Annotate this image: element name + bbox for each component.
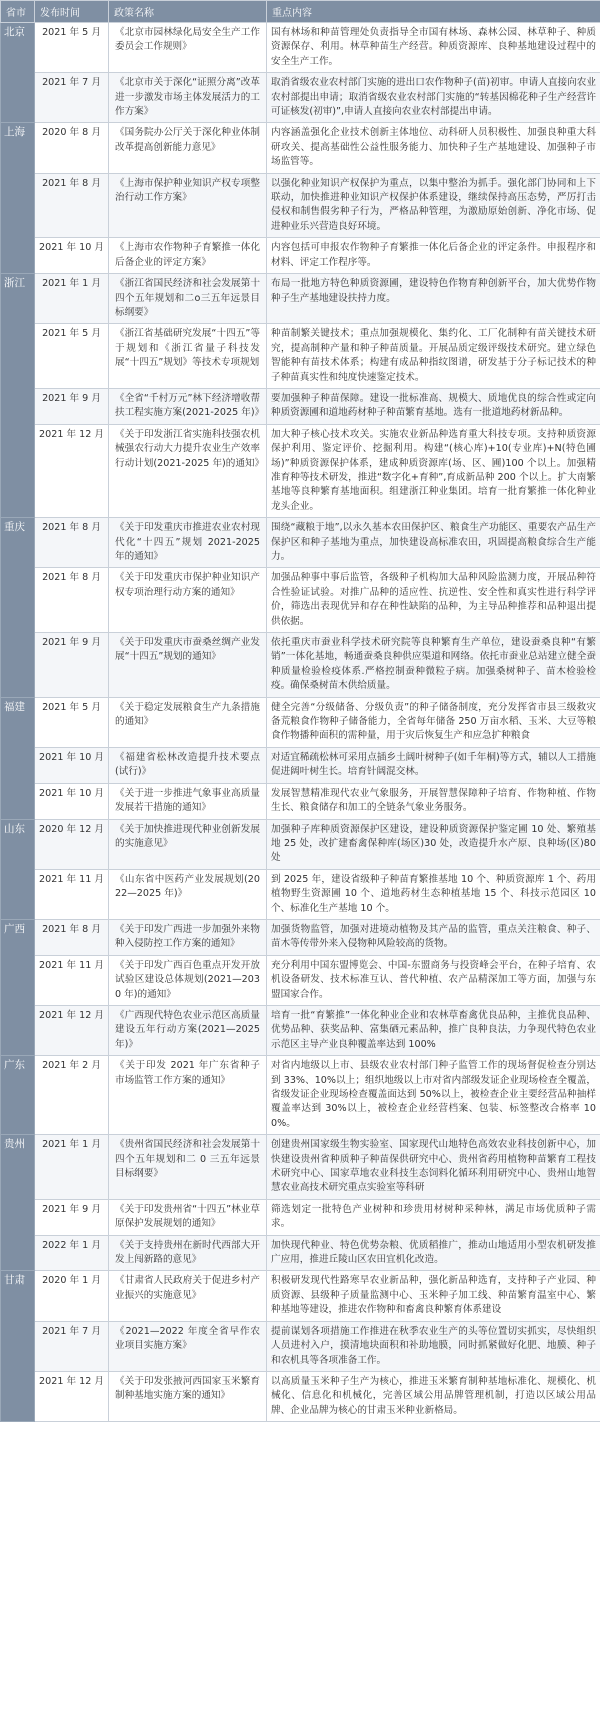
policy-name-cell: 《关于印发重庆市保护种业知识产权专项治理行动方案的通知》 [109, 568, 267, 633]
content-cell: 以高质量玉米种子生产为核心，推进玉米繁育制种基地标准化、规模化、机械化、信息化和机械化，完善区域公用品牌管理机制，打造以区域公用品牌、企业品牌为核心的甘肃玉米种业新格局。 [267, 1371, 600, 1421]
policy-name-cell: 《福建省松林改造提升技术要点(试行)》 [109, 747, 267, 783]
content-cell: 对适宜稀疏松林可采用点插乡土阔叶树种子(如千年桐)等方式，辅以人工措施促进阔叶树生长。培育针阔混交林。 [267, 747, 600, 783]
content-cell: 创建贵州国家级生物实验室、国家现代山地特色高效农业科技创新中心，加快建设贵州省种质种子种苗保供研究中心、贵州省药用植物种苗繁育工程技术研究中心、国家草地农业科技生态饲料化循环利用研究中心、贵州山地智慧农业高技术研究重点实验室等科研 [267, 1135, 600, 1200]
policy-name-cell: 《北京市园林绿化局安全生产工作委员会工作规则》 [109, 23, 267, 73]
province-cell: 重庆 [1, 518, 35, 697]
content-cell: 培育一批“育繁推”一体化种业企业和农林草畜禽优良品种，主推优良品种、优势品种、获奖品种、富集硒元素品种，推广良种良法，力争现代特色农业示范区主导产业良种覆盖率达到 100% [267, 1005, 600, 1055]
date-cell: 2021 年 8 月 [35, 518, 109, 568]
date-cell: 2021 年 5 月 [35, 324, 109, 389]
policy-name-cell: 《关于支持贵州在新时代西部大开发上闯新路的意见》 [109, 1235, 267, 1271]
content-cell: 布局一批地方特色种质资源圃，建设特色作物育种创新平台，加大优势作物种子生产基地建设扶持力度。 [267, 274, 600, 324]
date-cell: 2021 年 2 月 [35, 1056, 109, 1135]
content-cell: 种苗制繁关键技术；重点加强规模化、集约化、工厂化制种有苗关键技术研究，提高制种产量和种子种苗质量。开展品质定级评级技术研究。建立绿色智能种有苗技术体系；构建有成品种指纹图谱，研发基于分子标记技术的种子种苗真实性和纯度快速鉴定技术。 [267, 324, 600, 389]
date-cell: 2021 年 5 月 [35, 23, 109, 73]
table-row [1, 274, 600, 324]
province-cell: 甘肃 [1, 1271, 35, 1422]
table-row [1, 324, 600, 389]
date-cell: 2020 年 8 月 [35, 123, 109, 173]
province-cell: 北京 [1, 23, 35, 123]
content-cell: 加强种子库种质资源保护区建设，建设种质资源保护鉴定圃 10 处、繁殖基地 25 处，改扩建畜禽保种库(场区)30 处，改造提升水产原、良种场(区)80 处 [267, 819, 600, 869]
table-row [1, 783, 600, 819]
policy-name-cell: 《关于印发广西百色重点开发开放试验区建设总体规划(2021—2030 年)的通知》 [109, 955, 267, 1005]
policy-name-cell: 《上海市农作物种子育繁推一体化后备企业的评定方案》 [109, 238, 267, 274]
content-cell: 到 2025 年，建设省级种子种苗育繁推基地 10 个、种质资源库 1 个、药用植物野生资源圃 10 个、道地药材生态种植基地 15 个、科技示范园区 10 个、标准化生产基地 10 个。 [267, 869, 600, 919]
policy-name-cell: 《关于印发张掖河西国家玉米繁育制种基地实施方案的通知》 [109, 1371, 267, 1421]
policy-name-cell: 《贵州省国民经济和社会发展第十四个五年规划和二 0 三五年远景目标纲要》 [109, 1135, 267, 1200]
table-row [1, 388, 600, 424]
table-row [1, 173, 600, 238]
table-row [1, 697, 600, 747]
policy-name-cell: 《广西现代特色农业示范区高质量建设五年行动方案(2021—2025 年)》 [109, 1005, 267, 1055]
table-row [1, 73, 600, 123]
province-cell: 浙江 [1, 274, 35, 518]
date-cell: 2021 年 11 月 [35, 869, 109, 919]
table-row [1, 1199, 600, 1235]
policy-name-cell: 《关于印发浙江省实施科技强农机械强农行动大力提升农业生产效率行动计划(2021-2025 年)的通知》 [109, 424, 267, 517]
province-cell: 广东 [1, 1056, 35, 1135]
policy-name-cell: 《山东省中医药产业发展规划(2022—2025 年)》 [109, 869, 267, 919]
province-cell: 贵州 [1, 1135, 35, 1271]
table-row [1, 1371, 600, 1421]
policy-name-cell: 《关于印发重庆市蚕桑丝绸产业发展“十四五”规划的通知》 [109, 633, 267, 698]
content-cell: 发展智慧精准现代农业气象服务，开展智慧保障种子培育、作物种植、作物生长、粮食储存和加工的全链条气象业务服务。 [267, 783, 600, 819]
table-row [1, 123, 600, 173]
content-cell: 要加强种子种苗保障。建设一批标准高、规模大、质地优良的综合性或定向种质资源圃和道地药材种子种苗繁育基地。选有一批道地药材新品种。 [267, 388, 600, 424]
policy-name-cell: 《浙江省国民经济和社会发展第十四个五年规划和二o三五年远景目标纲要》 [109, 274, 267, 324]
table-row [1, 819, 600, 869]
date-cell: 2021 年 8 月 [35, 919, 109, 955]
content-cell: 依托重庆市蚕业科学技术研究院等良种繁育生产单位，建设蚕桑良种“有繁销”一体化基地，畅通蚕桑良种供应渠道和网络。依托市蚕业总站建立健全蚕种质量检验检疫体系.严格控制蚕种微粒子病。加强桑树种子、苗木检验检疫。确保桑树苗木供给质量。 [267, 633, 600, 698]
date-cell: 2021 年 8 月 [35, 173, 109, 238]
content-cell: 国有林场和种苗管理处负责指导全市国有林场、森林公园、林草种子、种质资源保存、利用。林草种苗生产经营。种质资源库、良种基地建设过程中的安全生产工作。 [267, 23, 600, 73]
table-row [1, 1056, 600, 1135]
date-cell: 2021 年 1 月 [35, 1135, 109, 1200]
date-cell: 2021 年 12 月 [35, 1371, 109, 1421]
table-row [1, 1135, 600, 1200]
policy-name-cell: 《甘肃省人民政府关于促进乡村产业振兴的实施意见》 [109, 1271, 267, 1321]
content-cell: 筛选划定一批特色产业树种和珍贵用材树种采种林，满足市场优质种子需求。 [267, 1199, 600, 1235]
content-cell: 内容包括可申报农作物种子育繁推一体化后备企业的评定条件。申报程序和材料、评定工作程序等。 [267, 238, 600, 274]
table-row [1, 919, 600, 955]
content-cell: 充分利用中国东盟博览会、中国-东盟商务与投资峰会平台，在种子培育、农机设备研发、技术标准互认、普代种植、农产品精深加工等方面，加强与东盟国家合作。 [267, 955, 600, 1005]
table-row [1, 424, 600, 517]
table-row [1, 955, 600, 1005]
content-cell: 健全完善“分级储备、分级负责”的种子储备制度，充分发挥省市县三级救灾备荒粮食作物种子储备能力，全省每年储备 250 万亩水稻、玉米、大豆等粮食作物播种面积的需种量，用于灾后恢复生产和应急扩种粮食 [267, 697, 600, 747]
policy-name-cell: 《关于进一步推进气象事业高质量发展若干措施的通知》 [109, 783, 267, 819]
content-cell: 加大种子核心技术攻关。实施农业新品种选育重大科技专项。支持种质资源保护利用、鉴定评价、挖掘利用。构建“(核心库)+10(专业库)+N(特色圃场)”种质资源保护体系，建成种质资源库(场、区、圃)100 个以上。加强精准育种等技术研发，推进“数字化+育种”,育成新品种 200 个以上。扩大南繁基地等良种繁育基地面积。组建浙江种业集团。培育一批育繁推一体化种业龙头企业。 [267, 424, 600, 517]
date-cell: 2021 年 9 月 [35, 1199, 109, 1235]
header-content: 重点内容 [267, 1, 600, 23]
content-cell: 取消省级农业农村部门实施的进出口农作物种子(苗)初审。申请人直接向农业农村部提出申请；取消省级农业农村部门实施的“转基因棉花种子生产经营许可证核发(初审)”,申请人直接向农业农村部提出申请。 [267, 73, 600, 123]
content-cell: 对省内地级以上市、县级农业农村部门种子监管工作的现场督促检查分别达到 33%、10%以上；组织地级以上市对省内部级发证企业现场检查全覆盖，省级发证企业现场检查覆盖面达到 50%以上，被检查企业主要经营品种抽样覆盖率达到 30%以上，被检查企业经营档案、包装、标签整改合格率 100%。 [267, 1056, 600, 1135]
date-cell: 2020 年 1 月 [35, 1271, 109, 1321]
table-row [1, 1005, 600, 1055]
policy-name-cell: 《关于印发贵州省“十四五”林业草原保护发展规划的通知》 [109, 1199, 267, 1235]
policy-name-cell: 《北京市关于深化“证照分离”改革进一步激发市场主体发展活力的工作方案》 [109, 73, 267, 123]
date-cell: 2021 年 7 月 [35, 73, 109, 123]
date-cell: 2021 年 11 月 [35, 955, 109, 1005]
content-cell: 加强货物监管，加强对进境动植物及其产品的监管，重点关注粮食、种子、苗木等传带外来入侵物种风险较高的货物。 [267, 919, 600, 955]
policy-name-cell: 《浙江省基础研究发展“十四五”等于规划和《浙江省量子科技发展“十四五”规划》等技术专项规划 [109, 324, 267, 389]
table-row [1, 633, 600, 698]
content-cell: 内容涵盖强化企业技术创新主体地位、动科研人员积极性、加强良种重大科研攻关、提高基础性公益性服务能力、加快种子生产基地建设、加强种子市场监管等。 [267, 123, 600, 173]
table-row [1, 518, 600, 568]
policy-name-cell: 《关于加快推进现代种业创新发展的实施意见》 [109, 819, 267, 869]
header-province: 省市 [1, 1, 35, 23]
province-cell: 山东 [1, 819, 35, 919]
content-cell: 加快现代种业、特色优势杂粮、优质稻推广，推动山地适用小型农机研发推广应用，推进丘陵山区农田宜机化改造。 [267, 1235, 600, 1271]
table-row [1, 568, 600, 633]
province-cell: 福建 [1, 697, 35, 819]
content-cell: 以强化种业知识产权保护为重点，以集中整治为抓手。强化部门协同和上下联动，加快推进种业知识产权保护体系建设，继续保持高压态势，严厉打击侵权和制售假劣种子行为，严格品种管理，为激励原始创新、净化市场、促进种业乐兴营造良好环境。 [267, 173, 600, 238]
date-cell: 2021 年 7 月 [35, 1321, 109, 1371]
content-cell: 提前谋划各项措施工作推进在秋季农业生产的头等位置切实抓实，尽快组织人员进村入户，摸清地块面积和补助地膜，同时抓紧做好化肥、地膜、种子和农机具等各项准备工作。 [267, 1321, 600, 1371]
date-cell: 2021 年 8 月 [35, 568, 109, 633]
table-row [1, 1321, 600, 1371]
table-row [1, 23, 600, 73]
date-cell: 2021 年 9 月 [35, 388, 109, 424]
content-cell: 围绕“藏粮于地”,以永久基本农田保护区、粮食生产功能区、重要农产品生产保护区和种子基地为重点，加快建设高标准农田，巩固提高粮食综合生产能力。 [267, 518, 600, 568]
date-cell: 2021 年 12 月 [35, 1005, 109, 1055]
table-row [1, 747, 600, 783]
header-policy: 政策名称 [109, 1, 267, 23]
date-cell: 2021 年 1 月 [35, 274, 109, 324]
table-row [1, 1271, 600, 1321]
header-date: 发布时间 [35, 1, 109, 23]
policy-name-cell: 《上海市保护种业知识产权专项整治行动工作方案》 [109, 173, 267, 238]
date-cell: 2021 年 12 月 [35, 424, 109, 517]
date-cell: 2021 年 10 月 [35, 238, 109, 274]
date-cell: 2021 年 5 月 [35, 697, 109, 747]
policy-name-cell: 《国务院办公厅关于深化种业体制改革提高创新能力意见》 [109, 123, 267, 173]
table-row [1, 869, 600, 919]
policy-name-cell: 《全省“千村万元”林下经济增收帮扶工程实施方案(2021-2025 年)》 [109, 388, 267, 424]
date-cell: 2020 年 12 月 [35, 819, 109, 869]
table-body [1, 23, 600, 1422]
policy-name-cell: 《关于印发重庆市推进农业农村现代化“十四五”规划 2021-2025 年的通知》 [109, 518, 267, 568]
policy-name-cell: 《关于稳定发展粮食生产九条措施的通知》 [109, 697, 267, 747]
date-cell: 2021 年 10 月 [35, 783, 109, 819]
header-row [1, 1, 600, 23]
date-cell: 2021 年 10 月 [35, 747, 109, 783]
table-row [1, 238, 600, 274]
content-cell: 加强品种事中事后监管，各级种子机构加大品种风险监测力度，开展品种符合性验证试验。对推广品种的适应性、抗逆性、安全性和真实性进行科学评价，筛选出表现优异和存在种性缺陷的品种，为主导品种推荐和品种退出提供依据。 [267, 568, 600, 633]
province-cell: 广西 [1, 919, 35, 1055]
policy-name-cell: 《关于印发 2021 年广东省种子市场监管工作方案的通知》 [109, 1056, 267, 1135]
date-cell: 2021 年 9 月 [35, 633, 109, 698]
policy-name-cell: 《2021—2022 年度全省早作农业项目实施方案》 [109, 1321, 267, 1371]
table-row [1, 1235, 600, 1271]
province-cell: 上海 [1, 123, 35, 274]
date-cell: 2022 年 1 月 [35, 1235, 109, 1271]
content-cell: 积极研发现代性路寒旱农业新品种，强化新品种选育，支持种子产业园、种质资源、县级种子质量监测中心、玉米种子加工线、种苗繁育温室中心、繁种基地等建设，推进农作物种和畜禽良种繁育体系建设 [267, 1271, 600, 1321]
policy-name-cell: 《关于印发广西进一步加强外来物种入侵防控工作方案的通知》 [109, 919, 267, 955]
